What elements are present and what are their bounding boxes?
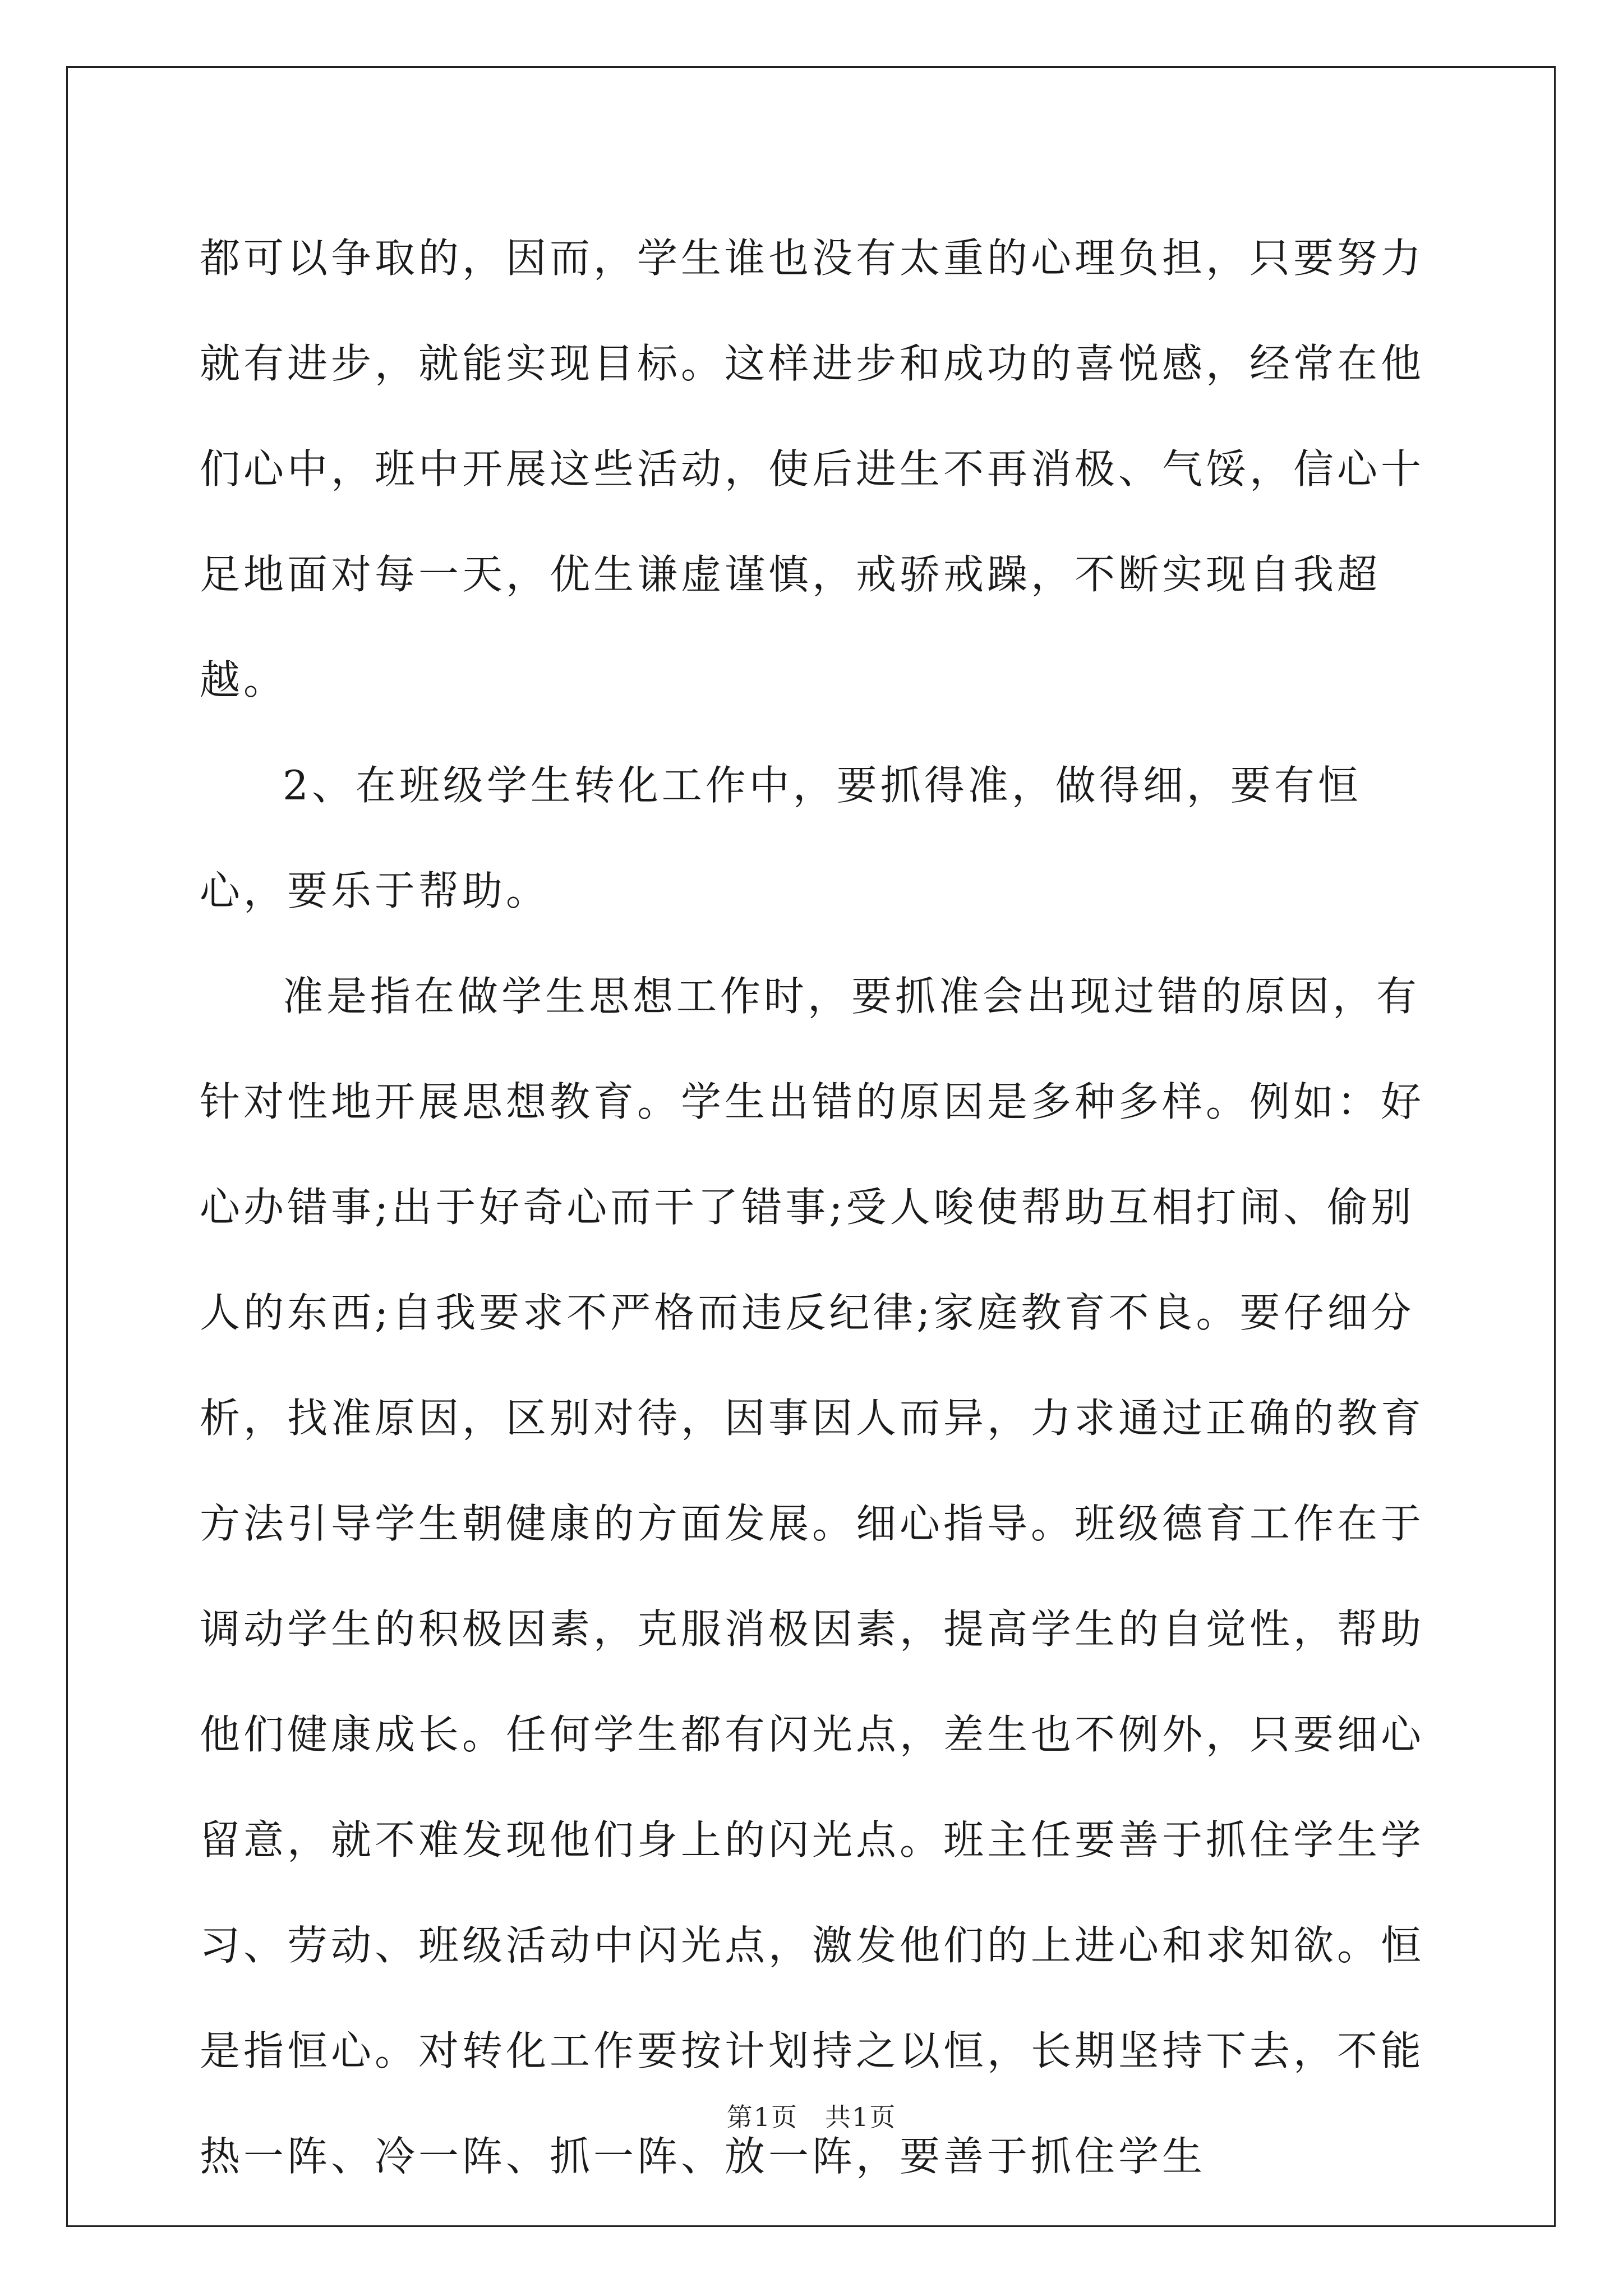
page-total-label: 共1页 <box>825 2102 897 2132</box>
paragraph-1: 都可以争取的，因而，学生谁也没有太重的心理负担，只要努力就有进步，就能实现目标。这样进步和成功的喜悦感，经常在他们心中，班中开展这些活动，使后进生不再消极、气馁，信心十足地面对每一天，优生谦虚谨慎，戒骄戒躁，不断实现自我超越。 <box>200 234 1425 703</box>
document-body <box>200 205 1428 2209</box>
paragraph-3: 准是指在做学生思想工作时，要抓准会出现过错的原因，有针对性地开展思想教育。学生出错的原因是多种多样。例如：好心办错事;出于好奇心而干了错事;受人唆使帮助互相打闹、偷别人的东西;自我要求不严格而违反纪律;家庭教育不良。要仔细分析，找准原因，区别对待，因事因人而异，力求通过正确的教育方法引导学生朝健康的方面发展。细心指导。班级德育工作在于调动学生的积极因素，克服消极因素，提高学生的自觉性，帮助他们健康成长。任何学生都有闪光点，差生也不例外，只要细心留意，就不难发现他们身上的闪光点。班主任要善于抓住学生学习、劳动、班级活动中闪光点，激发他们的上进心和求知欲。恒是指恒心。对转化工作要按计划持之以恒，长期坚持下去，不能热一阵、冷一阵、抓一阵、放一阵，要善于抓住学生 <box>200 973 1425 2180</box>
page-footer <box>0 2097 1623 2134</box>
paragraph-2: 2、在班级学生转化工作中，要抓得准，做得细，要有恒心，要乐于帮助。 <box>200 762 1362 914</box>
page-number-label: 第1页 <box>726 2102 798 2132</box>
